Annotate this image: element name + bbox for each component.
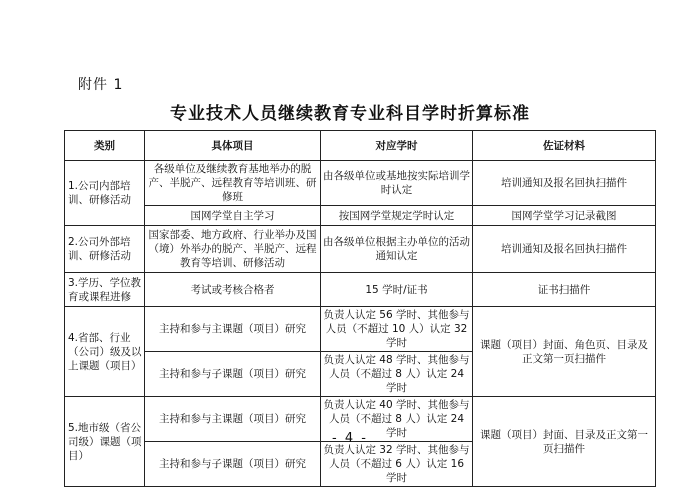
page-number: - 4 -	[332, 431, 368, 446]
header-hours: 对应学时	[321, 131, 473, 161]
evidence-cell: 课题（项目）封面、目录及正文第一页扫描件	[473, 397, 656, 487]
evidence-cell: 培训通知及报名回执扫描件	[473, 226, 656, 273]
hours-cell: 按国网学堂规定学时认定	[321, 206, 473, 226]
header-evidence: 佐证材料	[473, 131, 656, 161]
hours-cell: 负责人认定 56 学时、其他参与人员（不超过 10 人）认定 32 学时	[321, 307, 473, 352]
project-cell: 主持和参与子课题（项目）研究	[145, 442, 321, 487]
hours-cell: 由各级单位根据主办单位的活动通知认定	[321, 226, 473, 273]
table-header-row	[65, 131, 656, 161]
category-cell: 3.学历、学位教育或课程进修	[65, 273, 145, 307]
hours-cell: 15 学时/证书	[321, 273, 473, 307]
table-row	[65, 206, 656, 226]
document-title: 专业技术人员继续教育专业科目学时折算标准	[170, 104, 530, 124]
table-row	[65, 307, 656, 352]
evidence-cell: 证书扫描件	[473, 273, 656, 307]
category-cell: 2.公司外部培训、研修活动	[65, 226, 145, 273]
project-cell: 主持和参与主课题（项目）研究	[145, 397, 321, 442]
category-cell: 5.地市级（省公司级）课题（项目）	[65, 397, 145, 487]
attachment-label: 附件 1	[78, 77, 124, 93]
category-cell: 1.公司内部培训、研修活动	[65, 161, 145, 226]
category-cell: 4.省部、行业（公司）级及以上课题（项目）	[65, 307, 145, 397]
project-cell: 国家部委、地方政府、行业举办及国（境）外举办的脱产、半脱产、远程教育等培训、研修活动	[145, 226, 321, 273]
evidence-cell: 课题（项目）封面、角色页、目录及正文第一页扫描件	[473, 307, 656, 397]
header-project: 具体项目	[145, 131, 321, 161]
header-category: 类别	[65, 131, 145, 161]
evidence-cell: 国网学堂学习记录截图	[473, 206, 656, 226]
project-cell: 各级单位及继续教育基地举办的脱产、半脱产、远程教育等培训班、研修班	[145, 161, 321, 206]
hours-cell: 由各级单位或基地按实际培训学时认定	[321, 161, 473, 206]
hours-cell: 负责人认定 40 学时、其他参与人员（不超过 8 人）认定 24 学时	[321, 397, 473, 442]
hours-cell: 负责人认定 48 学时、其他参与人员（不超过 8 人）认定 24 学时	[321, 352, 473, 397]
hours-cell: 负责人认定 32 学时、其他参与人员（不超过 6 人）认定 16 学时	[321, 442, 473, 487]
evidence-cell: 培训通知及报名回执扫描件	[473, 161, 656, 206]
project-cell: 国网学堂自主学习	[145, 206, 321, 226]
project-cell: 主持和参与子课题（项目）研究	[145, 352, 321, 397]
project-cell: 考试或考核合格者	[145, 273, 321, 307]
table-row	[65, 226, 656, 273]
table-row	[65, 273, 656, 307]
project-cell: 主持和参与主课题（项目）研究	[145, 307, 321, 352]
table-row	[65, 161, 656, 206]
